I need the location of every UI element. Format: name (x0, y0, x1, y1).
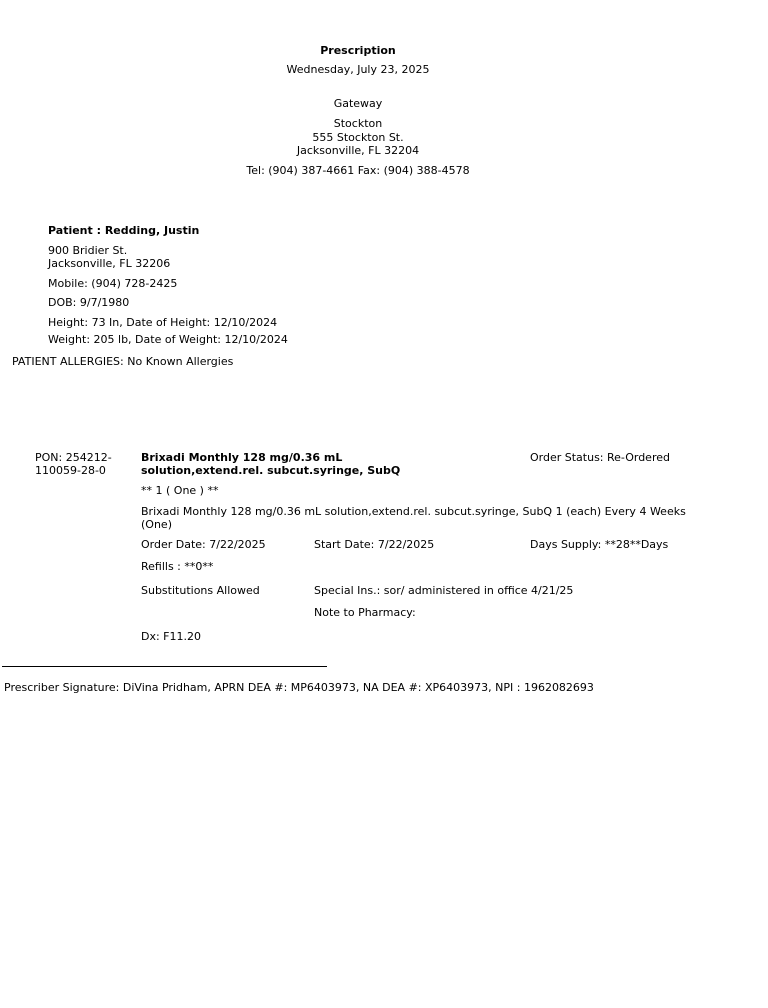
document-date: Wednesday, July 23, 2025 (286, 63, 430, 76)
patient-address-line1: 900 Bridier St. (48, 244, 128, 257)
pon-line1: PON: 254212- (35, 451, 112, 464)
start-date: Start Date: 7/22/2025 (314, 538, 435, 551)
patient-mobile: Mobile: (904) 728-2425 (48, 277, 178, 290)
patient-dob: DOB: 9/7/1980 (48, 296, 130, 309)
patient-height: Height: 73 In, Date of Height: 12/10/2024 (48, 316, 278, 329)
pon-line2: 110059-28-0 (35, 464, 106, 477)
facility-address-line2: Jacksonville, FL 32204 (296, 144, 420, 157)
quantity: ** 1 ( One ) ** (141, 484, 219, 497)
facility-phone: Tel: (904) 387-4661 Fax: (904) 388-4578 (246, 164, 470, 177)
drug-name-line1: Brixadi Monthly 128 mg/0.36 mL (141, 451, 343, 464)
substitutions: Substitutions Allowed (141, 584, 260, 597)
facility-location: Stockton (333, 117, 383, 130)
document-title: Prescription (320, 44, 396, 57)
drug-name-line2: solution,extend.rel. subcut.syringe, SubQ (141, 464, 401, 477)
diagnosis-code: Dx: F11.20 (141, 630, 202, 643)
patient-allergies: PATIENT ALLERGIES: No Known Allergies (12, 355, 234, 368)
order-status: Order Status: Re-Ordered (530, 451, 670, 464)
order-date: Order Date: 7/22/2025 (141, 538, 266, 551)
facility-name: Gateway (333, 97, 383, 110)
facility-address-line1: 555 Stockton St. (312, 131, 404, 144)
special-instructions: Special Ins.: sor/ administered in office 4/21/25 (314, 584, 574, 597)
patient-name: Patient : Redding, Justin (48, 224, 200, 237)
patient-address-line2: Jacksonville, FL 32206 (48, 257, 171, 270)
patient-weight: Weight: 205 lb, Date of Weight: 12/10/2024 (48, 333, 288, 346)
days-supply: Days Supply: **28**Days (530, 538, 669, 551)
signature-rule (2, 666, 327, 667)
sig-directions: Brixadi Monthly 128 mg/0.36 mL solution,extend.rel. subcut.syringe, SubQ 1 (each) Every 4 Weeks (One) (141, 505, 686, 531)
prescriber-signature: Prescriber Signature: DiVina Pridham, APRN DEA #: MP6403973, NA DEA #: XP6403973, NPI : 1962082693 (4, 681, 594, 694)
note-to-pharmacy: Note to Pharmacy: (314, 606, 416, 619)
refills: Refills : **0** (141, 560, 214, 573)
